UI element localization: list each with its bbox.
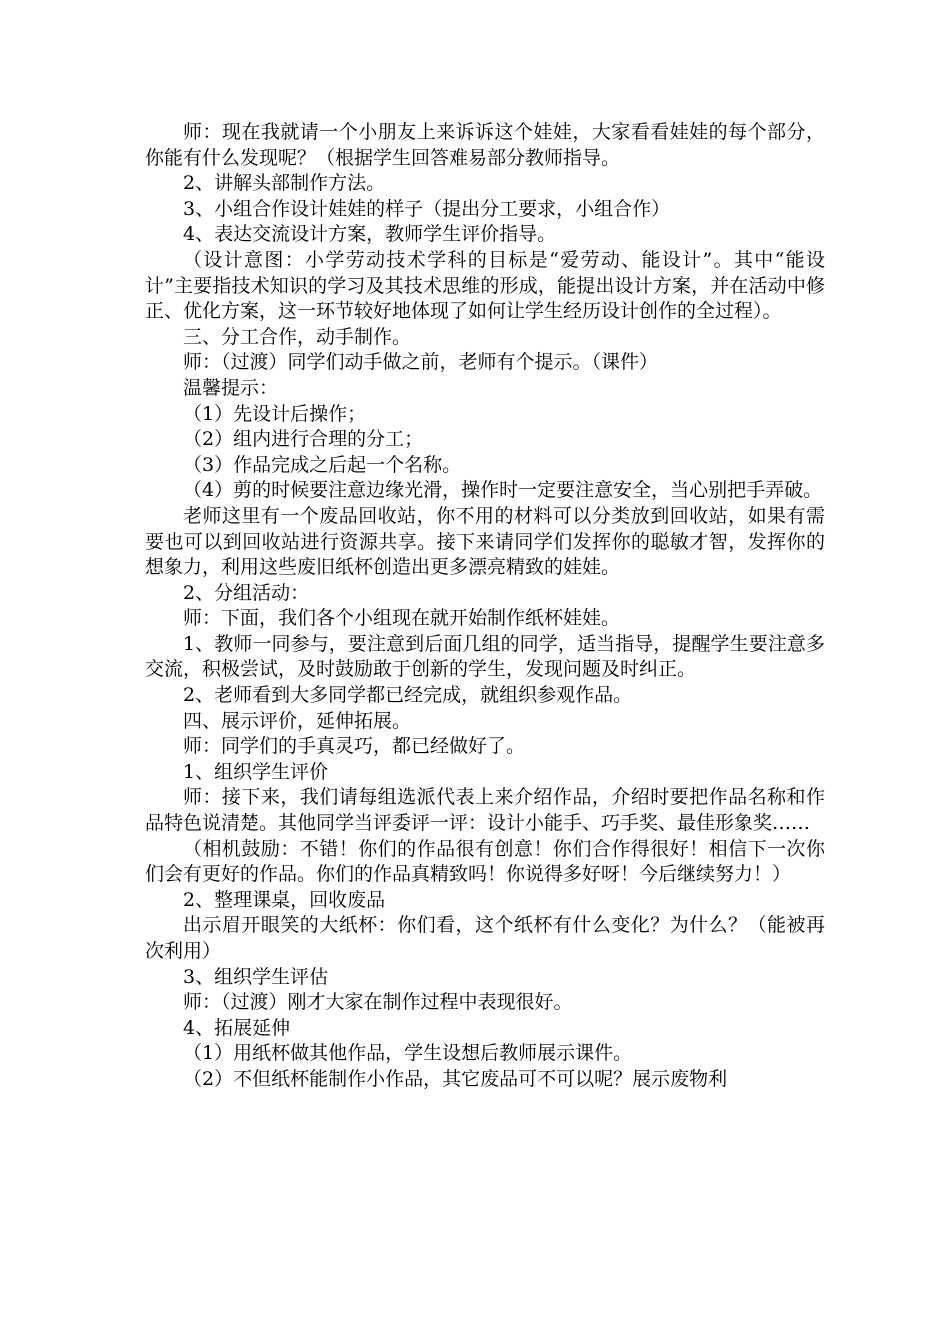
paragraph: 师：同学们的手真灵巧，都已经做好了。 xyxy=(183,735,526,758)
section-heading: 三、分工合作，动手制作。 xyxy=(183,325,412,348)
paragraph: 师：（过渡）刚才大家在制作过程中表现很好。 xyxy=(183,991,573,1014)
paragraph: 师：下面，我们各个小组现在就开始制作纸杯娃娃。 xyxy=(183,607,621,630)
paragraph: 4、拓展延伸 xyxy=(183,1016,291,1039)
paragraph: （相机鼓励：不错！你们的作品很有创意！你们合作得很好！相信下一次你们会有更好的作品。你们的作品真精致吗！你说得多好呀！今后继续努力！） xyxy=(145,837,825,886)
paragraph: （1）用纸杯做其他作品，学生设想后教师展示课件。 xyxy=(183,1042,633,1065)
tip-item: （3）作品完成之后起一个名称。 xyxy=(183,453,462,476)
tip-item: （1）先设计后操作； xyxy=(183,402,367,425)
paragraph: 2、老师看到大多同学都已经完成，就组织参观作品。 xyxy=(183,684,633,707)
paragraph: 师：接下来，我们请每组选派代表上来介绍作品，介绍时要把作品名称和作品特色说清楚。其他同学当评委评一评：设计小能手、巧手奖、最佳形象奖…… xyxy=(145,786,825,835)
paragraph: 4、表达交流设计方案，教师学生评价指导。 xyxy=(183,223,557,246)
paragraph: 2、讲解头部制作方法。 xyxy=(183,172,386,195)
paragraph: 1、组织学生评价 xyxy=(183,760,329,783)
tips-heading: 温馨提示： xyxy=(183,376,279,399)
document-body xyxy=(145,120,825,1093)
paragraph: 2、整理课桌，回收废品 xyxy=(183,888,386,911)
paragraph: 3、小组合作设计娃娃的样子（提出分工要求，小组合作） xyxy=(183,197,671,220)
tip-item: （2）组内进行合理的分工； xyxy=(183,428,424,451)
paragraph: （2）不但纸杯能制作小作品，其它废品可不可以呢？展示废物利 xyxy=(183,1067,728,1090)
paragraph: 师：现在我就请一个小朋友上来诉诉这个娃娃，大家看看娃娃的每个部分，你能有什么发现呢？（根据学生回答难易部分教师指导。 xyxy=(145,121,825,169)
paragraph: 老师这里有一个废品回收站，你不用的材料可以分类放到回收站，如果有需要也可以到回收站进行资源共享。接下来请同学们发挥你的聪敏才智，发挥你的想象力，利用这些废旧纸杯创造出更多漂亮精致的娃娃。 xyxy=(145,504,825,579)
paragraph: 3、组织学生评估 xyxy=(183,965,329,988)
tip-item: （4）剪的时候要注意边缘光滑，操作时一定要注意安全，当心别把手弄破。 xyxy=(183,479,823,502)
design-intent-paragraph: （设计意图：小学劳动技术学科的目标是“爱劳动、能设计”。其中“能设计”主要指技术知识的学习及其技术思维的形成，能提出设计方案，并在活动中修正、优化方案，这一环节较好地体现了如何让学生经历设计创作的全过程）。 xyxy=(145,248,825,323)
paragraph: 师：（过渡）同学们动手做之前，老师有个提示。（课件） xyxy=(183,351,659,374)
paragraph: 2、分组活动： xyxy=(183,581,310,604)
section-heading: 四、展示评价，延伸拓展。 xyxy=(183,709,412,732)
paragraph: 1、教师一同参与，要注意到后面几组的同学，适当指导，提醒学生要注意多交流，积极尝试，及时鼓励敢于创新的学生，发现问题及时纠正。 xyxy=(145,632,825,681)
paragraph: 出示眉开眼笑的大纸杯：你们看，这个纸杯有什么变化？为什么？（能被再次利用） xyxy=(145,914,825,962)
